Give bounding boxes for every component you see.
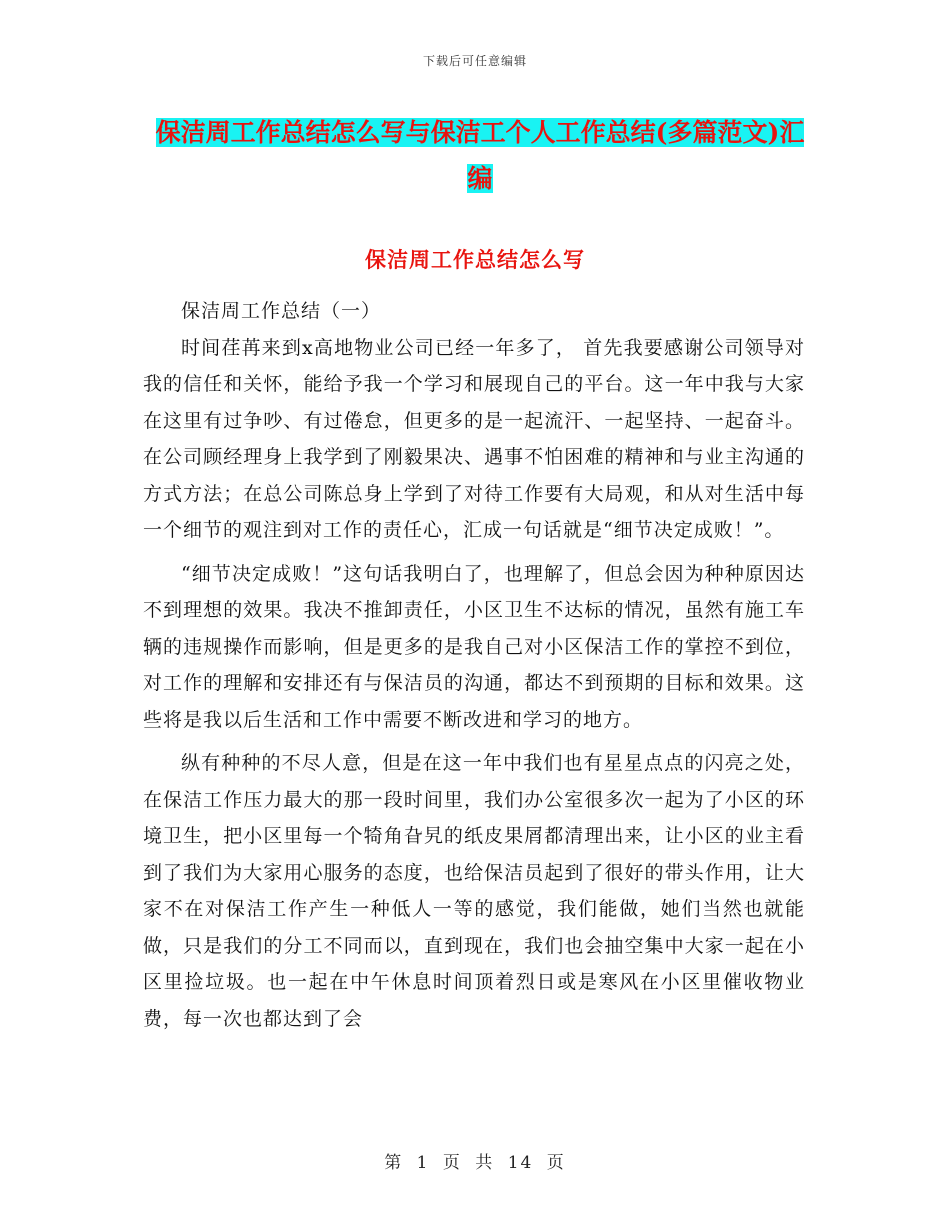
document-title-text: 保洁周工作总结怎么写与保洁工个人工作总结(多篇范文)汇编 — [155, 118, 805, 193]
paragraph: “细节决定成败！”这句话我明白了，也理解了，但总会因为种种原因达不到理想的效果。我决不推卸责任，小区卫生不达标的情况，虽然有施工车辆的违规操作而影响，但是更多的是我自己对小区保洁工作的掌控不到位，对工作的理解和安排还有与保洁员的沟通，都达不到预期的目标和效果。这些将是我以后生活和工作中需要不断改进和学习的地方。 — [143, 562, 805, 731]
paragraph: 纵有种种的不尽人意，但是在这一年中我们也有星星点点的闪亮之处，在保洁工作压力最大的那一段时间里，我们办公室很多次一起为了小区的环境卫生，把小区里每一个犄角旮旯的纸皮果屑都清理出来，让小区的业主看到了我们为大家用心服务的态度，也给保洁员起到了很好的带头作用，让大家不在对保洁工作产生一种低人一等的感觉，我们能做，她们当然也就能做，只是我们的分工不同而以，直到现在，我们也会抽空集中大家一起在小区里捡垃圾。也一起在中午休息时间顶着烈日或是寒风在小区里催收物业费，每一次也都达到了会 — [143, 752, 805, 1030]
paragraph: 时间荏苒来到x高地物业公司已经一年多了， 首先我要感谢公司领导对我的信任和关怀，能给予我一个学习和展现自己的平台。这一年中我与大家在这里有过争吵、有过倦怠，但更多的是一起流汗、一起坚持、一起奋斗。在公司顾经理身上我学到了刚毅果决、遇事不怕困难的精神和与业主沟通的方式方法；在总公司陈总身上学到了对待工作要有大局观，和从对生活中每一个细节的观注到对工作的责任心，汇成一句话就是“细节决定成败！”。 — [143, 336, 805, 541]
page-number-footer: 第 1 页 共 14 页 — [384, 1153, 566, 1173]
document-title — [145, 110, 815, 202]
header-note: 下载后可任意编辑 — [422, 54, 527, 68]
document-body — [143, 293, 805, 1037]
section-title: 保洁周工作总结怎么写 — [365, 247, 585, 272]
subheading: 保洁周工作总结（一） — [181, 300, 382, 322]
